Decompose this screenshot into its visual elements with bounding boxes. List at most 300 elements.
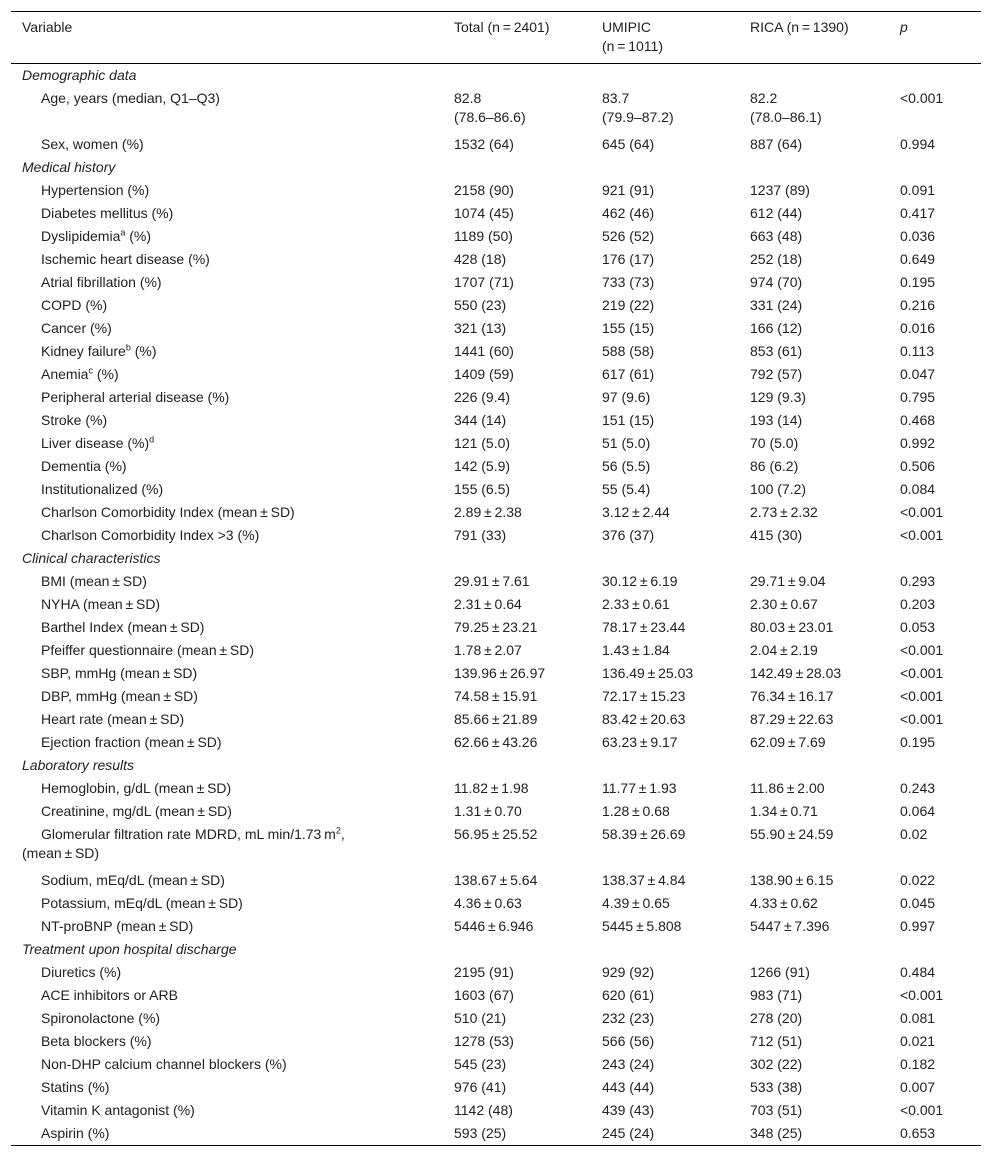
cell-value: 663 (48) xyxy=(750,228,803,244)
cell-range: (78.0–86.1) xyxy=(750,109,822,125)
row-label-text: Atrial fibrillation (%) xyxy=(41,274,162,290)
cell-p-value: 0.417 xyxy=(900,205,936,221)
cell-total xyxy=(454,480,602,499)
cell-rica xyxy=(750,250,900,269)
cell-total xyxy=(454,250,602,269)
cell-rica xyxy=(750,963,900,982)
cell-total xyxy=(454,1032,602,1051)
cell-umipic xyxy=(602,319,750,338)
cell-value: 853 (61) xyxy=(750,343,803,359)
cell-rica xyxy=(750,480,900,499)
table-row xyxy=(11,455,981,478)
table-row xyxy=(11,524,981,547)
cell-p-value: 0.468 xyxy=(900,412,936,428)
row-label-text: Charlson Comorbidity Index (mean ± SD) xyxy=(41,504,295,520)
cell-rica xyxy=(750,1124,900,1143)
cell-p-value: <0.001 xyxy=(900,987,944,1003)
cell-value: 2.30 ± 0.67 xyxy=(750,596,818,612)
row-label-pad xyxy=(11,388,454,407)
row-label-potassium xyxy=(11,894,454,913)
cell-value: 5447 ± 7.396 xyxy=(750,918,830,934)
cell-p-value: 0.182 xyxy=(900,1056,936,1072)
cell-value: 151 (15) xyxy=(602,412,655,428)
cell-value: 462 (46) xyxy=(602,205,655,221)
row-label-suffix: (%) xyxy=(130,343,157,359)
row-label-aspirin xyxy=(11,1124,454,1143)
cell-p-value: <0.001 xyxy=(900,504,944,520)
cell-umipic xyxy=(602,710,750,729)
cell-value: 428 (18) xyxy=(454,251,507,267)
cell-umipic xyxy=(602,135,750,154)
row-label-text: Non-DHP calcium channel blockers (%) xyxy=(41,1056,287,1072)
cell-umipic xyxy=(602,204,750,223)
cell-rica xyxy=(750,1009,900,1028)
cell-value: 588 (58) xyxy=(602,343,655,359)
cell-rica xyxy=(750,204,900,223)
row-label-dyslipidemia xyxy=(11,227,454,246)
table-row xyxy=(11,869,981,892)
row-label-age xyxy=(11,89,454,131)
footnote-marker: a xyxy=(120,227,126,238)
cell-value: 4.33 ± 0.62 xyxy=(750,895,818,911)
cell-value: 252 (18) xyxy=(750,251,803,267)
cell-value: 4.39 ± 0.65 xyxy=(602,895,670,911)
cell-total xyxy=(454,1101,602,1120)
cell-value: 348 (25) xyxy=(750,1125,803,1141)
row-label-sbp xyxy=(11,664,454,683)
cell-p-value: <0.001 xyxy=(900,90,944,106)
row-label-text: NYHA (mean ± SD) xyxy=(41,596,161,612)
cell-p-value: 0.047 xyxy=(900,366,936,382)
cell-value: 2158 (90) xyxy=(454,182,514,198)
cell-rica xyxy=(750,273,900,292)
cell-rica xyxy=(750,457,900,476)
cell-value: 545 (23) xyxy=(454,1056,507,1072)
cell-p-value: 0.195 xyxy=(900,274,936,290)
cell-value: 243 (24) xyxy=(602,1056,655,1072)
table-row xyxy=(11,179,981,202)
section-laboratory: Laboratory results xyxy=(22,757,135,773)
table-row xyxy=(11,87,981,133)
cell-total xyxy=(454,687,602,706)
cell-value: 176 (17) xyxy=(602,251,655,267)
table-row xyxy=(11,1030,981,1053)
cell-p-value: 0.022 xyxy=(900,872,936,888)
cell-total xyxy=(454,618,602,637)
cell-value: 1.34 ± 0.71 xyxy=(750,803,818,819)
cell-rica xyxy=(750,710,900,729)
cell-umipic xyxy=(602,1101,750,1120)
cell-value: 1278 (53) xyxy=(454,1033,514,1049)
cell-value: 100 (7.2) xyxy=(750,481,807,497)
row-label-line1 xyxy=(11,825,454,844)
footnote-marker: c xyxy=(88,365,93,376)
row-label-text: Anemia xyxy=(41,366,89,382)
cell-umipic xyxy=(602,1009,750,1028)
cell-value: 11.82 ± 1.98 xyxy=(454,780,529,796)
cell-value: 51 (5.0) xyxy=(602,435,651,451)
cell-p-value: 0.992 xyxy=(900,435,936,451)
table-row xyxy=(11,225,981,248)
cell-umipic xyxy=(602,779,750,798)
row-label-text: Sex, women (%) xyxy=(41,136,144,152)
cell-rica xyxy=(750,871,900,890)
cell-rica xyxy=(750,664,900,683)
row-label-text: NT-proBNP (mean ± SD) xyxy=(41,918,194,934)
table-row xyxy=(11,363,981,386)
row-label-ccb xyxy=(11,1055,454,1074)
cell-value: 138.67 ± 5.64 xyxy=(454,872,538,888)
cell-umipic xyxy=(602,480,750,499)
row-label-gfr xyxy=(11,825,454,867)
row-label-diuretics xyxy=(11,963,454,982)
cell-rica xyxy=(750,986,900,1005)
row-label-spiro xyxy=(11,1009,454,1028)
row-label-ace xyxy=(11,986,454,1005)
cell-value: 79.25 ± 23.21 xyxy=(454,619,538,635)
cell-umipic xyxy=(602,411,750,430)
row-label-text: Cancer (%) xyxy=(41,320,112,336)
row-label-statins xyxy=(11,1078,454,1097)
cell-value: 1532 (64) xyxy=(454,136,514,152)
cell-value: 142.49 ± 28.03 xyxy=(750,665,842,681)
table-row xyxy=(11,616,981,639)
row-label-text: Pfeiffer questionnaire (mean ± SD) xyxy=(41,642,255,658)
cell-value: 550 (23) xyxy=(454,297,507,313)
table-row xyxy=(11,961,981,984)
row-label-text: Diabetes mellitus (%) xyxy=(41,205,174,221)
cell-p-value: 0.203 xyxy=(900,596,936,612)
cell-value: 226 (9.4) xyxy=(454,389,511,405)
table-row xyxy=(11,1076,981,1099)
row-label-text: Statins (%) xyxy=(41,1079,110,1095)
cell-value: 302 (22) xyxy=(750,1056,803,1072)
cell-value: 4.36 ± 0.63 xyxy=(454,895,522,911)
cell-p-value: 0.064 xyxy=(900,803,936,819)
cell-total xyxy=(454,434,602,453)
table-row xyxy=(11,1007,981,1030)
cell-p-value: 0.021 xyxy=(900,1033,936,1049)
cell-p-value: <0.001 xyxy=(900,711,944,727)
row-label-nyha xyxy=(11,595,454,614)
cell-umipic xyxy=(602,1032,750,1051)
cell-value: 2.73 ± 2.32 xyxy=(750,504,818,520)
cell-value: 510 (21) xyxy=(454,1010,507,1026)
cell-umipic xyxy=(602,1124,750,1143)
cell-p-value: 0.007 xyxy=(900,1079,936,1095)
cell-value: 138.90 ± 6.15 xyxy=(750,872,834,888)
table-row xyxy=(11,708,981,731)
cell-value: 11.86 ± 2.00 xyxy=(750,780,825,796)
table-row xyxy=(11,1122,981,1145)
cell-value: 11.77 ± 1.93 xyxy=(602,780,677,796)
row-label-institution xyxy=(11,480,454,499)
cell-value: 82.2 xyxy=(750,90,778,106)
cell-value: 1.31 ± 0.70 xyxy=(454,803,522,819)
cell-p-value: 0.649 xyxy=(900,251,936,267)
row-label-text: Hemoglobin, g/dL (mean ± SD) xyxy=(41,780,232,796)
cell-rica xyxy=(750,434,900,453)
cell-rica xyxy=(750,802,900,821)
row-label-text: Dyslipidemia xyxy=(41,228,121,244)
cell-value: 30.12 ± 6.19 xyxy=(602,573,678,589)
cell-total xyxy=(454,204,602,223)
cell-value: 792 (57) xyxy=(750,366,803,382)
header-rica: RICA (n = 1390) xyxy=(750,19,849,35)
row-label-barthel xyxy=(11,618,454,637)
table-row xyxy=(11,1099,981,1122)
cell-umipic xyxy=(602,572,750,591)
table-row xyxy=(11,731,981,754)
cell-value: 443 (44) xyxy=(602,1079,655,1095)
cell-total xyxy=(454,710,602,729)
cell-value: 78.17 ± 23.44 xyxy=(602,619,686,635)
cell-value: 929 (92) xyxy=(602,964,655,980)
row-label-text: Kidney failure xyxy=(41,343,126,359)
row-label-beta xyxy=(11,1032,454,1051)
cell-rica xyxy=(750,687,900,706)
cell-umipic xyxy=(602,733,750,752)
cell-p-value: 0.994 xyxy=(900,136,936,152)
cell-value: 62.09 ± 7.69 xyxy=(750,734,826,750)
row-label-text: DBP, mmHg (mean ± SD) xyxy=(41,688,198,704)
cell-value: 703 (51) xyxy=(750,1102,803,1118)
table-row xyxy=(11,639,981,662)
table-row xyxy=(11,662,981,685)
cell-value: 139.96 ± 26.97 xyxy=(454,665,546,681)
cell-p-value: 0.016 xyxy=(900,320,936,336)
cell-p-value: 0.02 xyxy=(900,826,928,842)
cell-umipic xyxy=(602,802,750,821)
cell-value: 80.03 ± 23.01 xyxy=(750,619,834,635)
cell-rica xyxy=(750,319,900,338)
row-label-vka xyxy=(11,1101,454,1120)
row-label-text: SBP, mmHg (mean ± SD) xyxy=(41,665,198,681)
cell-rica xyxy=(750,503,900,522)
cell-total xyxy=(454,273,602,292)
table-row xyxy=(11,248,981,271)
cell-umipic xyxy=(602,342,750,361)
cell-rica xyxy=(750,779,900,798)
table-row xyxy=(11,271,981,294)
row-label-text: COPD (%) xyxy=(41,297,108,313)
cell-rica xyxy=(750,342,900,361)
cell-value: 2195 (91) xyxy=(454,964,514,980)
cell-value: 97 (9.6) xyxy=(602,389,651,405)
cell-value: 86 (6.2) xyxy=(750,458,799,474)
cell-value: 921 (91) xyxy=(602,182,655,198)
row-label-text: Spironolactone (%) xyxy=(41,1010,161,1026)
cell-value: 56.95 ± 25.52 xyxy=(454,826,538,842)
cell-p-value: <0.001 xyxy=(900,688,944,704)
header-variable: Variable xyxy=(22,19,73,35)
row-label-creat xyxy=(11,802,454,821)
cell-value: 232 (23) xyxy=(602,1010,655,1026)
cell-value: 566 (56) xyxy=(602,1033,655,1049)
cell-umipic xyxy=(602,1078,750,1097)
cell-value: 1074 (45) xyxy=(454,205,514,221)
table-row xyxy=(11,984,981,1007)
table-row xyxy=(11,432,981,455)
cell-value: 1603 (67) xyxy=(454,987,514,1003)
row-label-pfeiffer xyxy=(11,641,454,660)
table-row xyxy=(11,685,981,708)
cell-value: 1.43 ± 1.84 xyxy=(602,642,670,658)
cell-value: 85.66 ± 21.89 xyxy=(454,711,538,727)
cell-value: 1.28 ± 0.68 xyxy=(602,803,670,819)
cell-value: 55 (5.4) xyxy=(602,481,651,497)
cell-total xyxy=(454,917,602,936)
cell-umipic xyxy=(602,687,750,706)
cell-total xyxy=(454,503,602,522)
cell-value: 974 (70) xyxy=(750,274,803,290)
cell-rica xyxy=(750,227,900,246)
cell-p-value: 0.084 xyxy=(900,481,936,497)
cell-value: 70 (5.0) xyxy=(750,435,799,451)
cell-value: 526 (52) xyxy=(602,228,655,244)
cell-value: 439 (43) xyxy=(602,1102,655,1118)
row-label-sodium xyxy=(11,871,454,890)
row-label-text: Sodium, mEq/dL (mean ± SD) xyxy=(41,872,225,888)
row-label-text: Charlson Comorbidity Index >3 (%) xyxy=(41,527,260,543)
cell-value: 29.91 ± 7.61 xyxy=(454,573,530,589)
cell-umipic xyxy=(602,434,750,453)
cell-total xyxy=(454,89,602,131)
row-label-hb xyxy=(11,779,454,798)
section-medical: Medical history xyxy=(22,159,116,175)
cell-rica xyxy=(750,1101,900,1120)
cell-p-value: 0.081 xyxy=(900,1010,936,1026)
cell-value: 278 (20) xyxy=(750,1010,803,1026)
cell-rica xyxy=(750,572,900,591)
row-label-text: Ejection fraction (mean ± SD) xyxy=(41,734,222,750)
table-row xyxy=(11,294,981,317)
row-label-line2: (mean ± SD) xyxy=(22,845,100,861)
cell-umipic xyxy=(602,986,750,1005)
table-row xyxy=(11,340,981,363)
cell-p-value: 0.113 xyxy=(900,343,934,359)
cell-value: 1707 (71) xyxy=(454,274,514,290)
row-label-bmi xyxy=(11,572,454,591)
row-label-suffix: , xyxy=(340,826,345,842)
row-label-text: BMI (mean ± SD) xyxy=(41,573,147,589)
row-label-text: Dementia (%) xyxy=(41,458,127,474)
cell-p-value: <0.001 xyxy=(900,1102,944,1118)
cell-value: 166 (12) xyxy=(750,320,803,336)
table-row xyxy=(11,133,981,156)
row-label-anemia xyxy=(11,365,454,384)
cell-value: 1.78 ± 2.07 xyxy=(454,642,522,658)
cell-value: 87.29 ± 22.63 xyxy=(750,711,834,727)
cell-value: 72.17 ± 15.23 xyxy=(602,688,686,704)
cell-value: 976 (41) xyxy=(454,1079,507,1095)
cell-value: 321 (13) xyxy=(454,320,507,336)
cell-umipic xyxy=(602,457,750,476)
cell-rica xyxy=(750,526,900,545)
cell-rica xyxy=(750,917,900,936)
cell-p-value: 0.506 xyxy=(900,458,936,474)
row-label-text: Glomerular filtration rate MDRD, mL min/1.73 m xyxy=(41,826,336,842)
baseline-characteristics-table xyxy=(11,11,981,1146)
cell-umipic xyxy=(602,526,750,545)
cell-total xyxy=(454,572,602,591)
cell-value: 983 (71) xyxy=(750,987,803,1003)
table-row xyxy=(11,317,981,340)
cell-total xyxy=(454,825,602,867)
cell-value: 2.31 ± 0.64 xyxy=(454,596,522,612)
cell-value: 887 (64) xyxy=(750,136,803,152)
row-label-text: Potassium, mEq/dL (mean ± SD) xyxy=(41,895,243,911)
row-label-sex xyxy=(11,135,454,154)
footnote-marker: 2 xyxy=(335,825,341,836)
cell-umipic xyxy=(602,388,750,407)
cell-umipic xyxy=(602,894,750,913)
cell-value: 1441 (60) xyxy=(454,343,514,359)
cell-value: 193 (14) xyxy=(750,412,803,428)
cell-rica xyxy=(750,411,900,430)
table-row xyxy=(11,593,981,616)
cell-total xyxy=(454,733,602,752)
cell-value: 533 (38) xyxy=(750,1079,803,1095)
table-row xyxy=(11,409,981,432)
cell-p-value: 0.795 xyxy=(900,389,936,405)
cell-value: 3.12 ± 2.44 xyxy=(602,504,670,520)
cell-total xyxy=(454,1078,602,1097)
cell-value: 82.8 xyxy=(454,90,482,106)
cell-value: 791 (33) xyxy=(454,527,507,543)
cell-umipic xyxy=(602,273,750,292)
cell-value: 76.34 ± 16.17 xyxy=(750,688,834,704)
cell-total xyxy=(454,181,602,200)
row-label-text: Stroke (%) xyxy=(41,412,108,428)
row-label-cancer xyxy=(11,319,454,338)
cell-value: 1189 (50) xyxy=(454,228,513,244)
cell-value: 331 (24) xyxy=(750,297,803,313)
header-umipic: UMIPIC (n = 1011) xyxy=(602,19,663,54)
cell-value: 155 (15) xyxy=(602,320,655,336)
cell-value: 63.23 ± 9.17 xyxy=(602,734,678,750)
cell-rica xyxy=(750,733,900,752)
cell-p-value: 0.091 xyxy=(900,182,936,198)
cell-value: 74.58 ± 15.91 xyxy=(454,688,538,704)
cell-rica xyxy=(750,388,900,407)
row-label-ntprobnp xyxy=(11,917,454,936)
cell-total xyxy=(454,802,602,821)
row-label-afib xyxy=(11,273,454,292)
cell-value: 245 (24) xyxy=(602,1125,655,1141)
row-label-text: Hypertension (%) xyxy=(41,182,150,198)
cell-rica xyxy=(750,181,900,200)
cell-rica xyxy=(750,618,900,637)
table-row xyxy=(11,478,981,501)
cell-p-value: <0.001 xyxy=(900,642,944,658)
cell-total xyxy=(454,779,602,798)
cell-value: 29.71 ± 9.04 xyxy=(750,573,826,589)
cell-value: 138.37 ± 4.84 xyxy=(602,872,686,888)
cell-umipic xyxy=(602,89,750,131)
cell-value: 1142 (48) xyxy=(454,1102,513,1118)
cell-rica xyxy=(750,1055,900,1074)
table-row xyxy=(11,1053,981,1076)
cell-umipic xyxy=(602,963,750,982)
cell-rica xyxy=(750,641,900,660)
row-label-liver xyxy=(11,434,454,453)
cell-value: 58.39 ± 26.69 xyxy=(602,826,686,842)
cell-rica xyxy=(750,365,900,384)
header-total: Total (n = 2401) xyxy=(454,19,550,35)
cell-rica xyxy=(750,894,900,913)
cell-total xyxy=(454,135,602,154)
